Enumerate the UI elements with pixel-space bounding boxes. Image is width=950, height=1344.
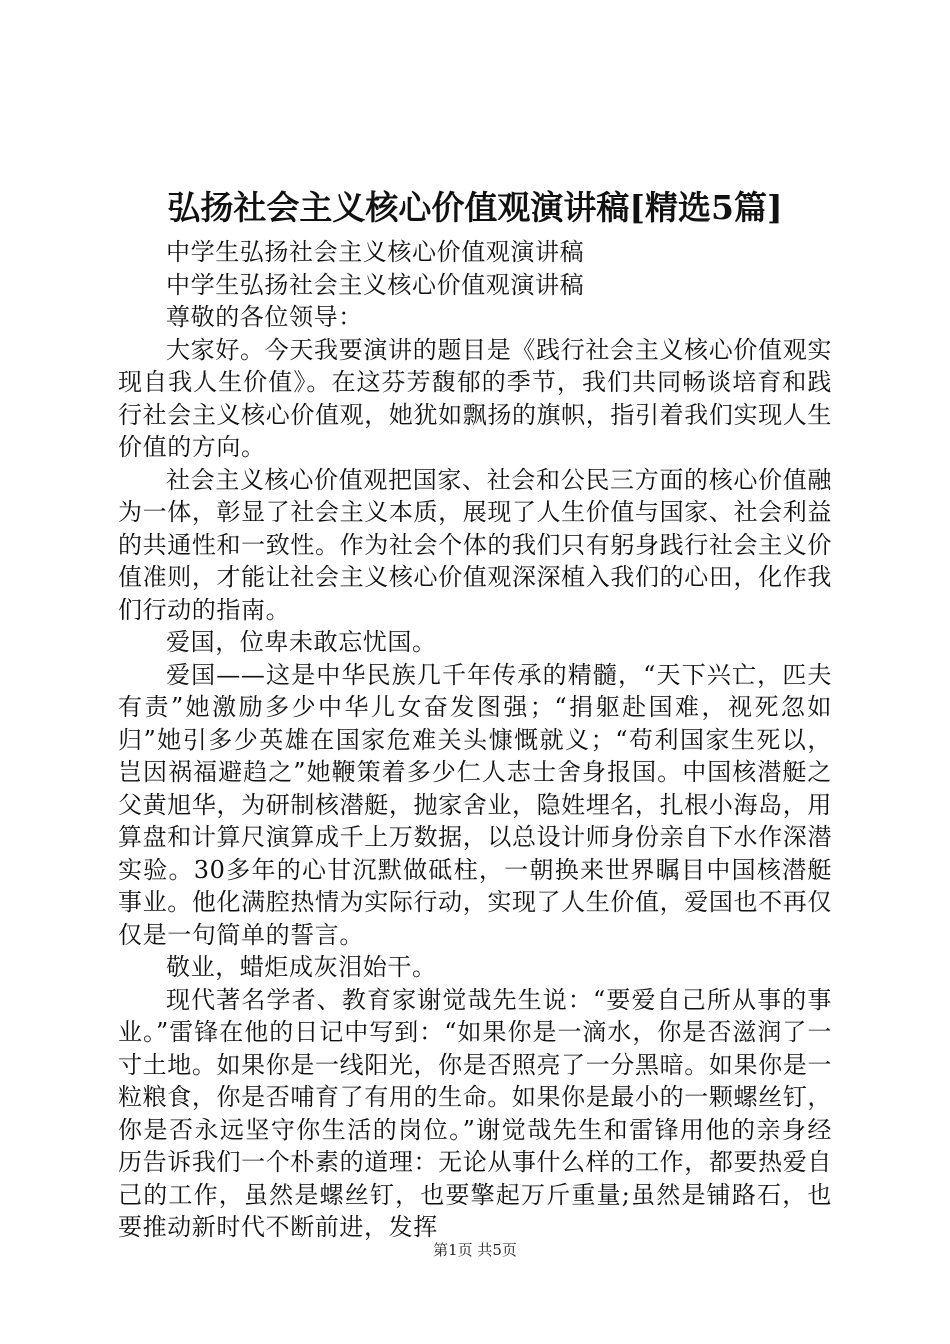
paragraph-subtitle: 中学生弘扬社会主义核心价值观演讲稿 <box>166 238 585 266</box>
page-footer: 第1页 共5页 <box>433 1241 517 1259</box>
paragraph-salutation: 尊敬的各位领导： <box>166 303 363 331</box>
paragraph: 大家好。今天我要演讲的题目是《践行社会主义核心价值观实现自我人生价值》。在这芬芳馥郁的季节，我们共同畅谈培育和践行社会主义核心价值观，她犹如飘扬的旗帜，指引着我们实现人生价值的方向。 <box>118 335 832 461</box>
paragraph: 现代著名学者、教育家谢觉哉先生说：“要爱自己所从事的事业。”雷锋在他的日记中写到：“如果你是一滴水，你是否滋润了一寸土地。如果你是一线阳光，你是否照亮了一分黑暗。如果你是一粒粮食，你是否哺育了有用的生命。如果你是最小的一颗螺丝钉，你是否永远坚守你生活的岗位。”谢觉哉先生和雷锋用他的亲身经历告诉我们一个朴素的道理：无论从事什么样的工作，都要热爱自己的工作，虽然是螺丝钉，也要擎起万斤重量;虽然是铺路石，也要推动新时代不断前进，发挥 <box>118 985 832 1241</box>
paragraph-heading: 敬业，蜡炬成灰泪始干。 <box>166 953 437 981</box>
document-title: 弘扬社会主义核心价值观演讲稿[精选5篇] <box>167 188 783 227</box>
paragraph: 爱国——这是中华民族几千年传承的精髓，“天下兴亡，匹夫有责”她激励多少中华儿女奋发图强；“捐躯赴国难，视死忽如归”她引多少英雄在国家危难关头慷慨就义；“苟利国家生死以，岂因祸福避趋之”她鞭策着多少仁人志士舍身报国。中国核潜艇之父黄旭华，为研制核潜艇，抛家舍业，隐姓埋名，扎根小海岛，用算盘和计算尺演算成千上万数据，以总设计师身份亲自下水作深潜实验。30多年的心甘沉默做砥柱，一朝换来世界瞩目中国核潜艇事业。他化满腔热情为实际行动，实现了人生价值，爱国也不再仅仅是一句简单的誓言。 <box>118 660 832 949</box>
paragraph-subtitle: 中学生弘扬社会主义核心价值观演讲稿 <box>166 270 585 299</box>
paragraph-heading: 爱国，位卑未敢忘忧国。 <box>166 628 437 656</box>
paragraph: 社会主义核心价值观把国家、社会和公民三方面的核心价值融为一体，彰显了社会主义本质，展现了人生价值与国家、社会利益的共通性和一致性。作为社会个体的我们只有躬身践行社会主义价值准则，才能让社会主义核心价值观深深植入我们的心田，化作我们行动的指南。 <box>118 465 832 624</box>
document-body <box>118 236 832 1244</box>
